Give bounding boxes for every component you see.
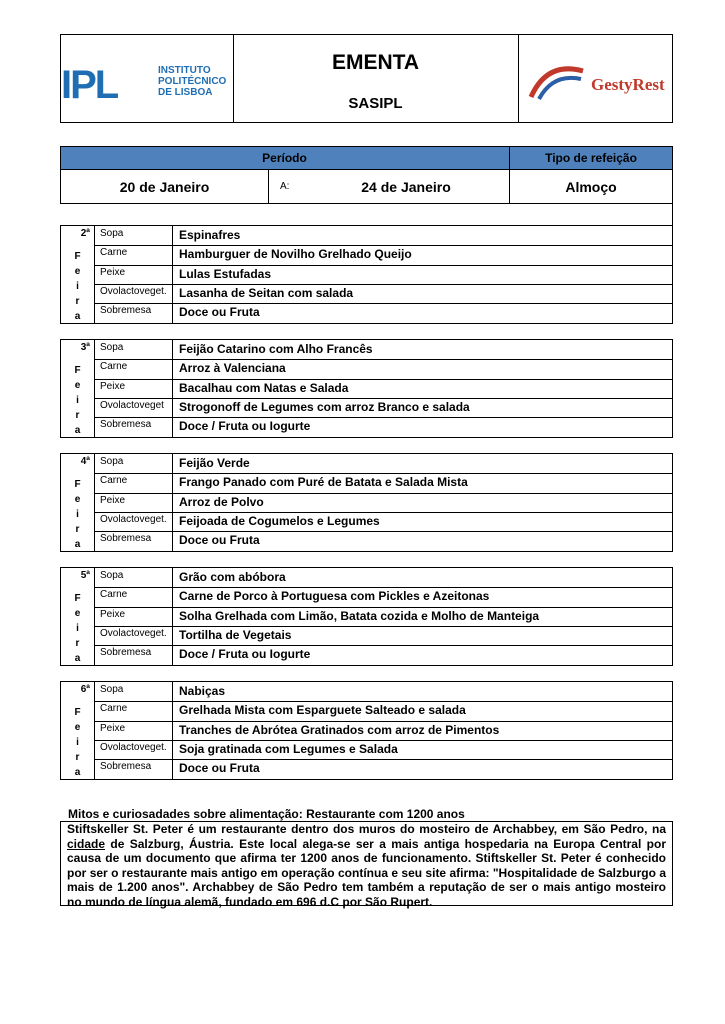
menu-category: Peixe [94, 607, 173, 626]
feira-letter: i [76, 395, 79, 406]
menu-dish: Espinafres [179, 228, 241, 242]
feira-letter: i [76, 623, 79, 634]
period-table [60, 146, 673, 204]
ipl-logo-mark: IPL [61, 63, 118, 107]
weekday-label [61, 226, 95, 323]
menu-dish: Solha Grelhada com Limão, Batata cozida e Molho de Manteiga [179, 609, 540, 623]
day-menu-block [60, 339, 673, 438]
menu-row [94, 226, 672, 246]
menu-row [94, 303, 672, 323]
city-link[interactable]: cidade [67, 836, 106, 851]
menu-row [94, 398, 672, 418]
menu-dish: Doce ou Fruta [179, 305, 260, 319]
weekday-number: 3ª [80, 342, 90, 353]
menu-category: Sopa [94, 226, 173, 245]
curiosity-paragraph: Stiftskeller St. Peter é um restaurante dentro dos muros do mosteiro de Archabbey, em São Pedro, na cidade de Salzburg, Áustria. Este local alega-se ser a mais antiga hospedaria na Europa Central por causa de um documento que afirma ter 1200 anos de funcionamento. Stiftskeller St. Peter é conhecido por ser o restaurante mais antigo em operação contínua e seu site afirma: "Hospitalidade de Salzburgo a mais de 1.200 anos". Archabbey de São Pedro tem também a reputação de ser o mais antigo mosteiro no mundo de língua alemã, fundado em 696 d.C por São Rupert. [60, 821, 673, 906]
page-title: EMENTA [331, 51, 420, 74]
menu-category: Peixe [94, 721, 173, 740]
menu-row [94, 587, 672, 608]
gestyrest-swoosh-icon [527, 57, 587, 107]
feira-letter: e [74, 494, 81, 505]
curiosity-heading: Mitos e curiosadades sobre alimentação: Restaurante com 1200 anos [68, 807, 465, 821]
menu-row [94, 512, 672, 532]
menu-dish: Tranches de Abrótea Gratinados com arroz de Pimentos [179, 723, 500, 737]
feira-letter: F [74, 707, 81, 718]
feira-vertical-text [61, 477, 94, 552]
menu-category: Peixe [94, 265, 173, 284]
menu-row [94, 359, 672, 380]
meal-type: Almoço [565, 179, 617, 195]
feira-letter: F [74, 479, 81, 490]
menu-category: Carne [94, 359, 173, 379]
meal-type-label: Tipo de refeição [545, 151, 637, 165]
menu-row [94, 340, 672, 360]
menu-row [94, 759, 672, 779]
feira-letter: a [74, 653, 81, 664]
gestyrest-logo [518, 35, 673, 122]
feira-letter: F [74, 251, 81, 262]
menu-dish: Doce / Fruta ou Iogurte [179, 419, 311, 433]
menu-category: Carne [94, 473, 173, 493]
date-from: 20 de Janeiro [119, 179, 210, 195]
menu-category: Ovolactoveget. [94, 284, 173, 303]
feira-letter: i [76, 737, 79, 748]
menu-category: Sobremesa [94, 417, 173, 437]
menu-row [94, 265, 672, 285]
menu-category: Sopa [94, 682, 173, 701]
menu-dish: Doce ou Fruta [179, 761, 260, 775]
feira-letter: r [75, 752, 80, 763]
menu-row [94, 531, 672, 551]
feira-letter: i [76, 509, 79, 520]
page-subtitle: SASIPL [348, 95, 403, 112]
menu-row [94, 682, 672, 702]
weekday-label [61, 340, 95, 437]
menu-category: Peixe [94, 379, 173, 398]
to-label: A: [280, 181, 290, 192]
menu-category: Ovolactoveget. [94, 740, 173, 759]
feira-vertical-text [61, 591, 94, 666]
menu-category: Sopa [94, 454, 173, 473]
menu-dish: Lulas Estufadas [179, 267, 272, 281]
menu-dish: Frango Panado com Puré de Batata e Salada Mista [179, 475, 468, 489]
menu-dish: Doce ou Fruta [179, 533, 260, 547]
menu-dish: Soja gratinada com Legumes e Salada [179, 742, 398, 756]
date-to: 24 de Janeiro [361, 179, 451, 195]
menu-category: Carne [94, 587, 173, 607]
day-menu-block [60, 225, 673, 324]
menu-category: Sopa [94, 568, 173, 587]
menu-dish: Carne de Porco à Portuguesa com Pickles e Azeitonas [179, 589, 490, 603]
menu-header [60, 34, 673, 123]
menu-dish: Arroz à Valenciana [179, 361, 286, 375]
menu-category: Sobremesa [94, 303, 173, 323]
weekday-label [61, 682, 95, 779]
period-label: Período [262, 151, 307, 165]
menu-row [94, 417, 672, 437]
menu-row [94, 701, 672, 722]
divider [268, 169, 269, 203]
feira-letter: F [74, 365, 81, 376]
menu-row [94, 493, 672, 513]
gestyrest-wordmark: GestyRest [591, 75, 665, 94]
feira-letter: r [75, 296, 80, 307]
feira-letter: r [75, 410, 80, 421]
feira-letter: r [75, 524, 80, 535]
feira-vertical-text [61, 705, 94, 780]
menu-dish: Nabiças [179, 684, 226, 698]
menu-dish: Tortilha de Vegetais [179, 628, 292, 642]
menu-dish: Arroz de Polvo [179, 495, 264, 509]
weekday-number: 5ª [80, 570, 90, 581]
menu-dish: Hamburguer de Novilho Grelhado Queijo [179, 247, 412, 261]
day-menu-block [60, 567, 673, 666]
menu-category: Sopa [94, 340, 173, 359]
feira-letter: r [75, 638, 80, 649]
menu-category: Sobremesa [94, 759, 173, 779]
menu-category: Sobremesa [94, 645, 173, 665]
menu-row [94, 740, 672, 760]
ipl-logo-text: INSTITUTO POLITÉCNICO DE LISBOA [158, 65, 227, 98]
menu-category: Sobremesa [94, 531, 173, 551]
menu-category: Peixe [94, 493, 173, 512]
menu-row [94, 245, 672, 266]
divider [672, 204, 673, 226]
menu-row [94, 607, 672, 627]
feira-letter: e [74, 266, 81, 277]
feira-letter: a [74, 425, 81, 436]
day-menu-block [60, 453, 673, 552]
feira-vertical-text [61, 363, 94, 438]
feira-letter: a [74, 539, 81, 550]
menu-dish: Feijão Verde [179, 456, 250, 470]
menu-row [94, 626, 672, 646]
menu-dish: Bacalhau com Natas e Salada [179, 381, 349, 395]
menu-dish: Feijoada de Cogumelos e Legumes [179, 514, 380, 528]
menu-row [94, 454, 672, 474]
menu-category: Carne [94, 245, 173, 265]
feira-letter: e [74, 380, 81, 391]
menu-row [94, 284, 672, 304]
menu-dish: Lasanha de Seitan com salada [179, 286, 354, 300]
menu-row [94, 721, 672, 741]
menu-dish: Feijão Catarino com Alho Francês [179, 342, 373, 356]
menu-category: Ovolactoveget. [94, 512, 173, 531]
menu-category: Ovolactoveget. [94, 626, 173, 645]
day-menu-block [60, 681, 673, 780]
menu-row [94, 379, 672, 399]
menu-row [94, 568, 672, 588]
feira-letter: e [74, 608, 81, 619]
feira-letter: e [74, 722, 81, 733]
menu-dish: Grão com abóbora [179, 570, 286, 584]
menu-dish: Strogonoff de Legumes com arroz Branco e salada [179, 400, 470, 414]
menu-row [94, 645, 672, 665]
menu-category: Ovolactoveget [94, 398, 173, 417]
ipl-logo [61, 35, 234, 122]
feira-letter: a [74, 311, 81, 322]
menu-row [94, 473, 672, 494]
weekday-number: 2ª [80, 228, 90, 239]
menu-dish: Grelhada Mista com Esparguete Salteado e salada [179, 703, 466, 717]
menu-dish: Doce / Fruta ou Iogurte [179, 647, 311, 661]
feira-vertical-text [61, 249, 94, 324]
weekday-label [61, 568, 95, 665]
weekday-label [61, 454, 95, 551]
feira-letter: i [76, 281, 79, 292]
menu-category: Carne [94, 701, 173, 721]
feira-letter: a [74, 767, 81, 778]
weekday-number: 4ª [80, 456, 90, 467]
feira-letter: F [74, 593, 81, 604]
weekday-number: 6ª [80, 684, 90, 695]
